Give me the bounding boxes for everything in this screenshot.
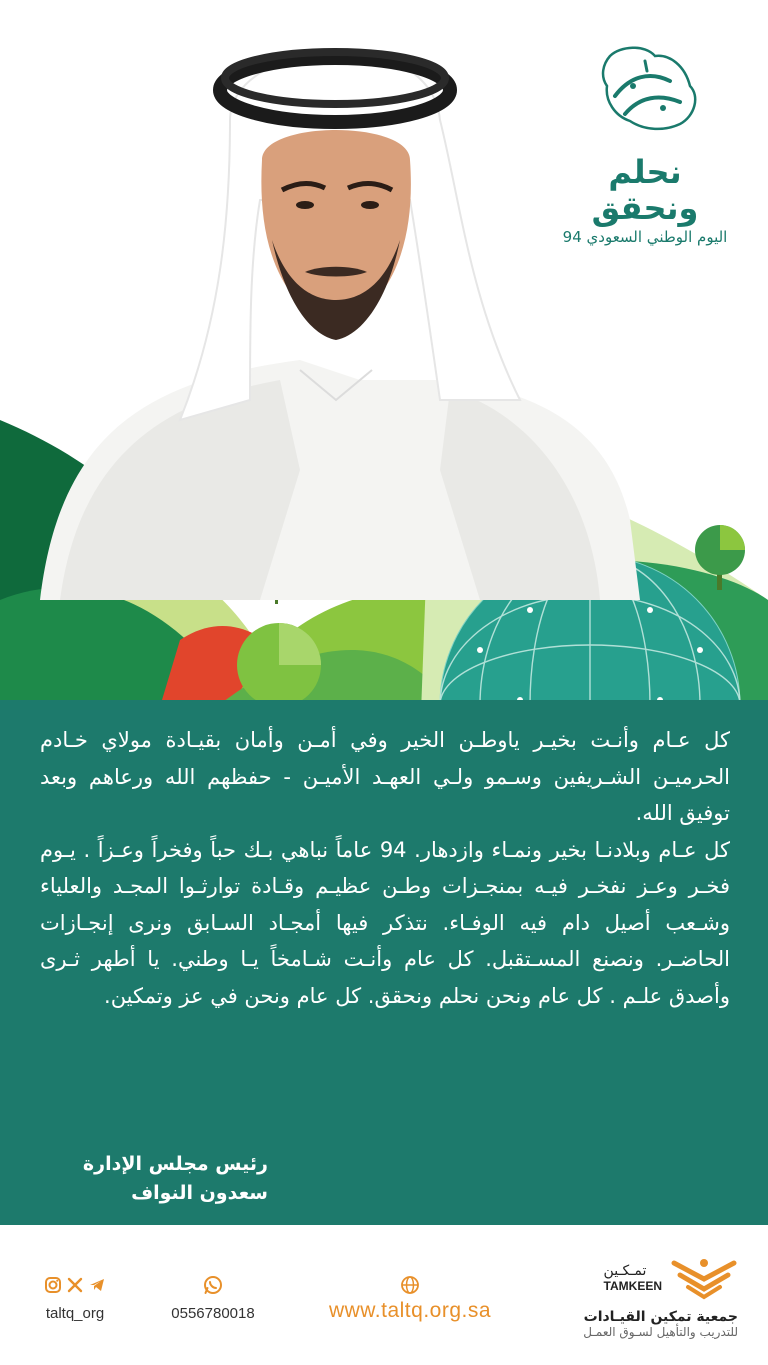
- social-contact: [30, 1275, 120, 1322]
- telegram-icon[interactable]: [88, 1275, 106, 1295]
- tamkeen-logo: [578, 1255, 738, 1339]
- message-paragraph: كل عـام وبلادنـا بخير ونمـاء وازدهار. 94 عاماً نباهي بـك حباً وفخراً وعـزاً . يـوم فخـر وعـز نفخـر فيـه بمنجـزات وطـن عظيـم وقـادة توارثـوا المجـد والعلياء وشـعب أصيل دام فيه الوفـاء. نتذكر فيها أمجـاد السـابق ونرى إنجـازات الحاضـر. ونصنع المسـتقبل. كل عام وأنـت شـامخاً يـا وطني. يا أطهر ثـرى وأصدق علـم . كل عام ونحن نحلم ونحقق. كل عام ونحن في عز وتمكين.: [40, 837, 730, 1008]
- greeting-message: [40, 722, 730, 1014]
- globe-icon[interactable]: [400, 1275, 420, 1295]
- signatory-position: رئيس مجلس الإدارة: [82, 1153, 268, 1175]
- saudi-map-calligraphy-icon: [575, 36, 715, 146]
- website-link[interactable]: www.taltq.org.sa: [328, 1299, 492, 1322]
- campaign-title: نحلم ونحقق: [591, 153, 699, 227]
- tamkeen-emblem-icon: [670, 1255, 738, 1303]
- social-handle[interactable]: taltq_org: [45, 1305, 105, 1322]
- signature-block: [58, 1150, 268, 1208]
- phone-number[interactable]: 0556780018: [171, 1305, 255, 1322]
- signatory-name: سعدون النواف: [131, 1182, 268, 1204]
- message-paragraph: كل عـام وأنـت بخيـر ياوطـن الخير وفي أمـن وأمان بقيـادة مولاي خـادم الحرميـن الشـريفين وسـمو ولـي العهـد الأميـن - حفظهم الله ورعاهم وبعد توفيق الله.: [40, 728, 730, 825]
- org-name-ar: جمعية تمكين القيـادات: [583, 1309, 738, 1325]
- org-name-short-ar: تمـكـين: [603, 1263, 647, 1279]
- instagram-icon[interactable]: [44, 1275, 62, 1295]
- org-name-latin: TAMKEEN: [603, 1279, 662, 1293]
- org-tagline-ar: للتدريب والتأهيل لسـوق العمـل: [583, 1325, 738, 1339]
- x-icon[interactable]: [66, 1275, 84, 1295]
- website-contact: [310, 1275, 510, 1323]
- national-day-logo: [550, 36, 740, 246]
- campaign-subtitle: اليوم الوطني السعودي 94: [562, 228, 728, 246]
- phone-contact: [150, 1275, 276, 1322]
- whatsapp-icon[interactable]: [203, 1275, 223, 1295]
